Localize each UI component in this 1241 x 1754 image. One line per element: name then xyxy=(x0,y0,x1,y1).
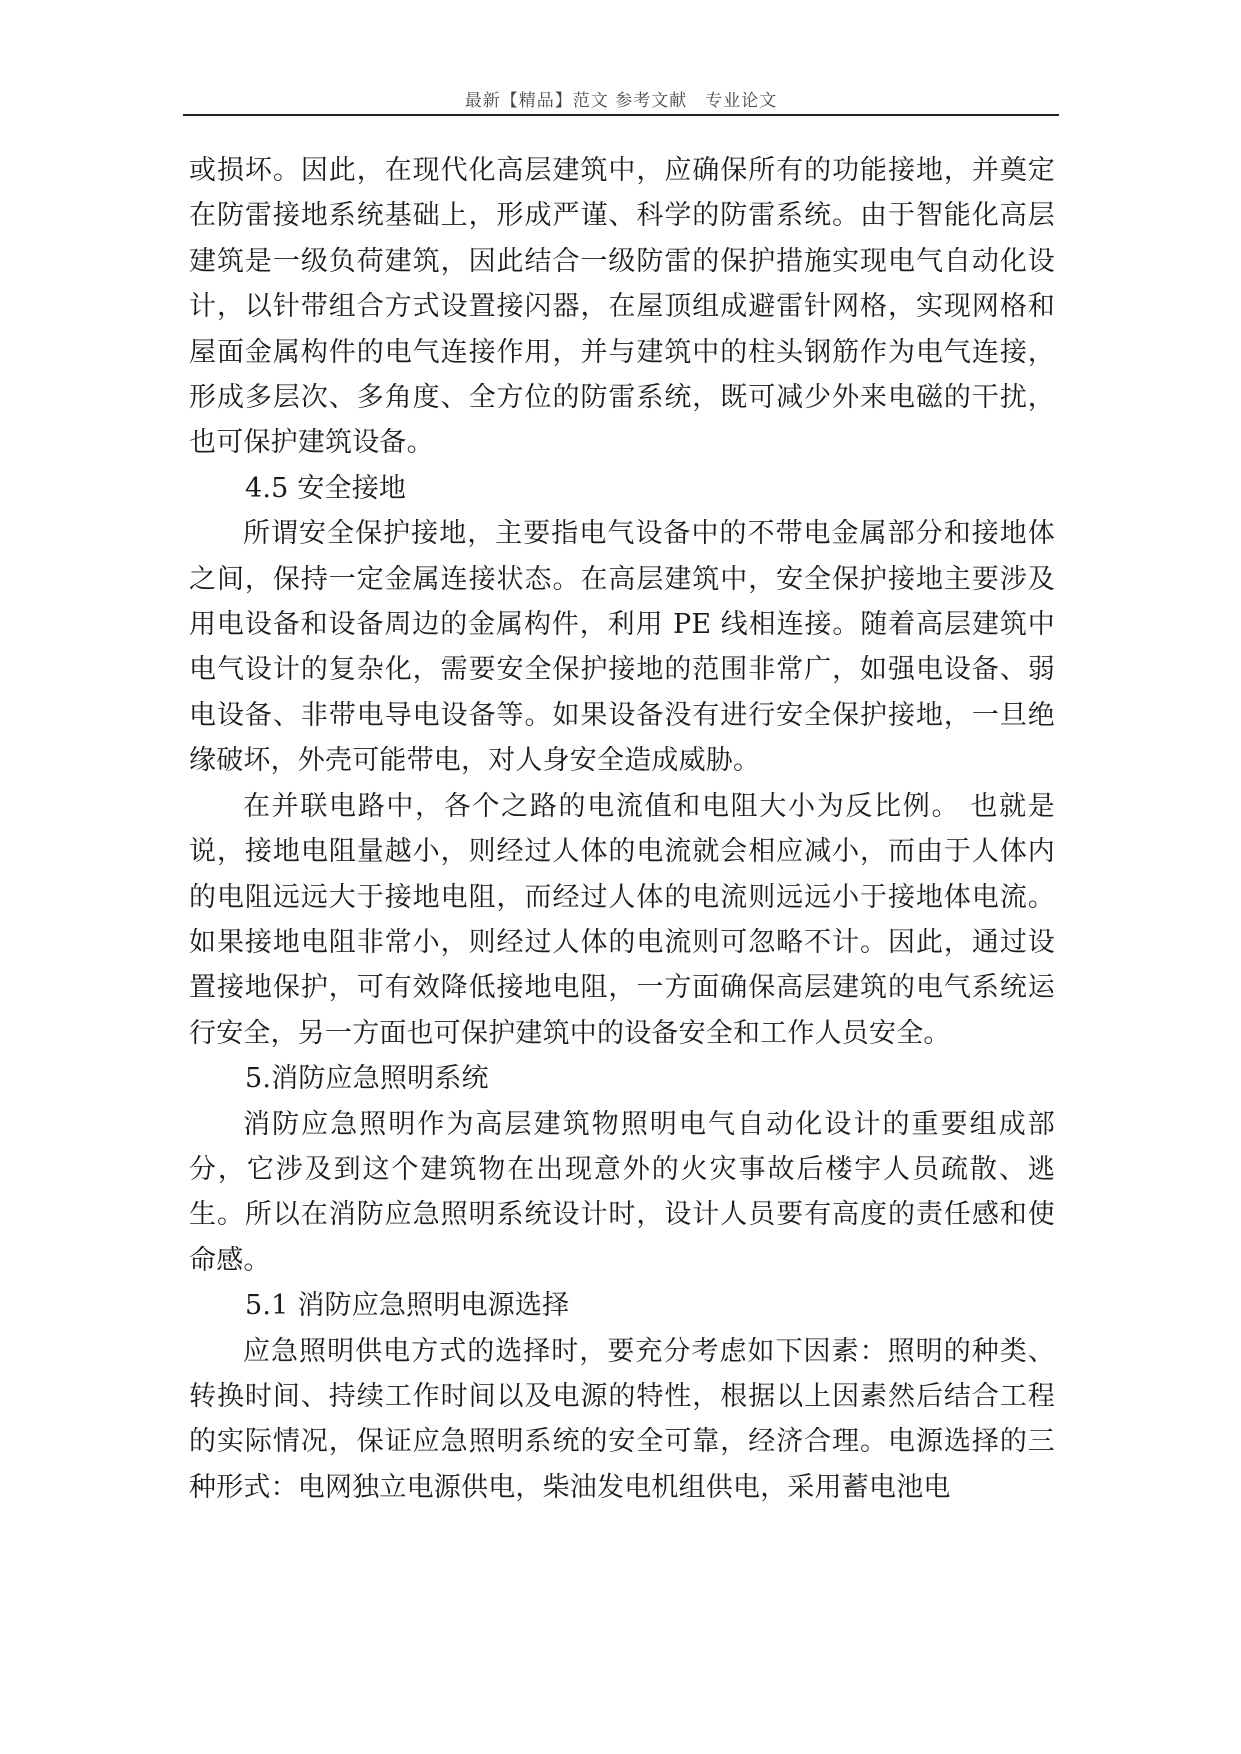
paragraph-power-source-selection: 应急照明供电方式的选择时，要充分考虑如下因素：照明的种类、转换时间、持续工作时间以及电源的特性，根据以上因素然后结合工程的实际情况，保证应急照明系统的安全可靠，经济合理。电源选择的三种形式：电网独立电源供电，柴油发电机组供电，采用蓄电池电 xyxy=(189,1335,1055,1503)
section-heading-4-5: 4.5 安全接地 xyxy=(245,472,407,504)
section-heading-5-1: 5.1 消防应急照明电源选择 xyxy=(245,1290,570,1322)
paragraph-parallel-circuit: 在并联电路中，各个之路的电流值和电阻大小为反比例。 也就是说，接地电阻量越小，则经过人体的电流就会相应减小，而由于人体内的电阻远远大于接地电阻，而经过人体的电流则远远小于接地体电流。如果接地电阻非常小，则经过人体的电流则可忽略不计。因此，通过设置接地保护，可有效降低接地电阻，一方面确保高层建筑的电气系统运行安全，另一方面也可保护建筑中的设备安全和工作人员安全。 xyxy=(189,790,1055,1049)
paragraph-lightning-protection: 或损坏。因此，在现代化高层建筑中，应确保所有的功能接地，并奠定在防雷接地系统基础上，形成严谨、科学的防雷系统。由于智能化高层建筑是一级负荷建筑，因此结合一级防雷的保护措施实现电气自动化设计，以针带组合方式设置接闪器，在屋顶组成避雷针网格，实现网格和屋面金属构件的电气连接作用，并与建筑中的柱头钢筋作为电气连接，形成多层次、多角度、全方位的防雷系统，既可减少外来电磁的干扰，也可保护建筑设备。 xyxy=(189,155,1055,459)
document-body xyxy=(189,148,1055,1510)
section-heading-5: 5.消防应急照明系统 xyxy=(245,1063,489,1095)
header-divider xyxy=(183,114,1059,116)
running-header: 最新【精品】范文 参考文献 专业论文 xyxy=(464,91,778,111)
paragraph-emergency-lighting: 消防应急照明作为高层建筑物照明电气自动化设计的重要组成部分，它涉及到这个建筑物在出现意外的火灾事故后楼宇人员疏散、逃生。所以在消防应急照明系统设计时，设计人员要有高度的责任感和使命感。 xyxy=(189,1108,1055,1276)
paragraph-safety-grounding: 所谓安全保护接地，主要指电气设备中的不带电金属部分和接地体之间，保持一定金属连接状态。在高层建筑中，安全保护接地主要涉及用电设备和设备周边的金属构件，利用 PE 线相连接。随着高层建筑中电气设计的复杂化，需要安全保护接地的范围非常广，如强电设备、弱电设备、非带电导电设备等。如果设备没有进行安全保护接地，一旦绝缘破坏，外壳可能带电，对人身安全造成威胁。 xyxy=(189,518,1055,777)
